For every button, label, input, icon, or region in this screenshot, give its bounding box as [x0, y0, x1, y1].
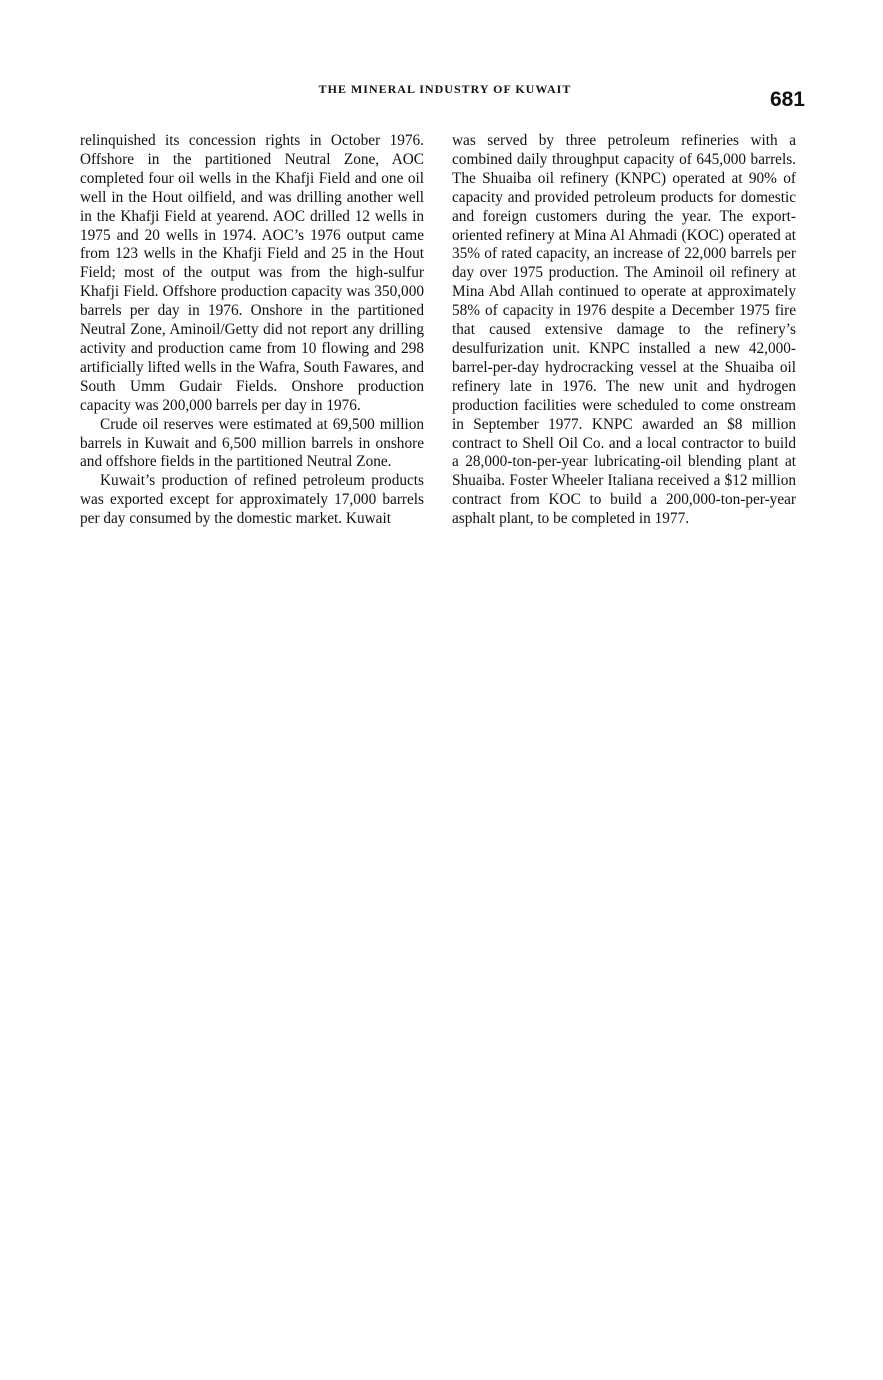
running-head-title: THE MINERAL INDUSTRY OF KUWAIT: [318, 82, 572, 96]
left-paragraph-1: relinquished its concession rights in October 1976. Offshore in the partitioned Neutral Zone, AOC completed four oil wells in the Khafji Field and one oil well in the Hout oilfield, and was drilling another well in the Khafji Field at yearend. AOC drilled 12 wells in 1975 and 20 wells in 1974. AOC’s 1976 output came from 123 wells in the Khafji Field and 25 in the Hout Field; most of the output was from the high-sulfur Khafji Field. Offshore production capacity was 350,000 barrels per day in 1976. Onshore in the partitioned Neutral Zone, Aminoil/Getty did not report any drilling activity and production came from 10 flowing and 298 artificially lifted wells in the Wafra, South Fawares, and South Umm Gudair Fields. Onshore production capacity was 200,000 barrels per day in 1976.: [80, 132, 424, 414]
page-number: 681: [769, 88, 805, 111]
left-paragraph-3: Kuwait’s production of refined petroleum products was exported except for approximately 17,000 barrels per day consumed by the domestic market. Kuwait: [80, 472, 424, 528]
right-column: [452, 132, 796, 529]
right-paragraph-1: was served by three petroleum refineries with a combined daily throughput capacity of 645,000 barrels. The Shuaiba oil refinery (KNPC) operated at 90% of capacity and provided petroleum products for domestic and foreign customers during the year. The export-oriented refinery at Mina Al Ahmadi (KOC) operated at 35% of rated capacity, an increase of 22,000 barrels per day over 1975 production. The Aminoil oil refinery at Mina Abd Allah continued to operate at approximately 58% of capacity in 1976 despite a December 1975 fire that caused extensive damage to the refinery’s desulfurization unit. KNPC installed a new 42,000-barrel-per-day hydrocracking vessel at the Shuaiba oil refinery late in 1976. The new unit and hydrogen production facilities were scheduled to come onstream in September 1977. KNPC awarded an $8 million contract to Shell Oil Co. and a local contractor to build a 28,000-ton-per-year lubricating-oil blending plant at Shuaiba. Foster Wheeler Italiana received a $12 million contract from KOC to build a 200,000-ton-per-year asphalt plant, to be completed in 1977.: [452, 132, 796, 528]
left-column: [80, 132, 424, 529]
left-paragraph-2: Crude oil reserves were estimated at 69,500 million barrels in Kuwait and 6,500 million barrels in onshore and offshore fields in the partitioned Neutral Zone.: [80, 415, 424, 471]
